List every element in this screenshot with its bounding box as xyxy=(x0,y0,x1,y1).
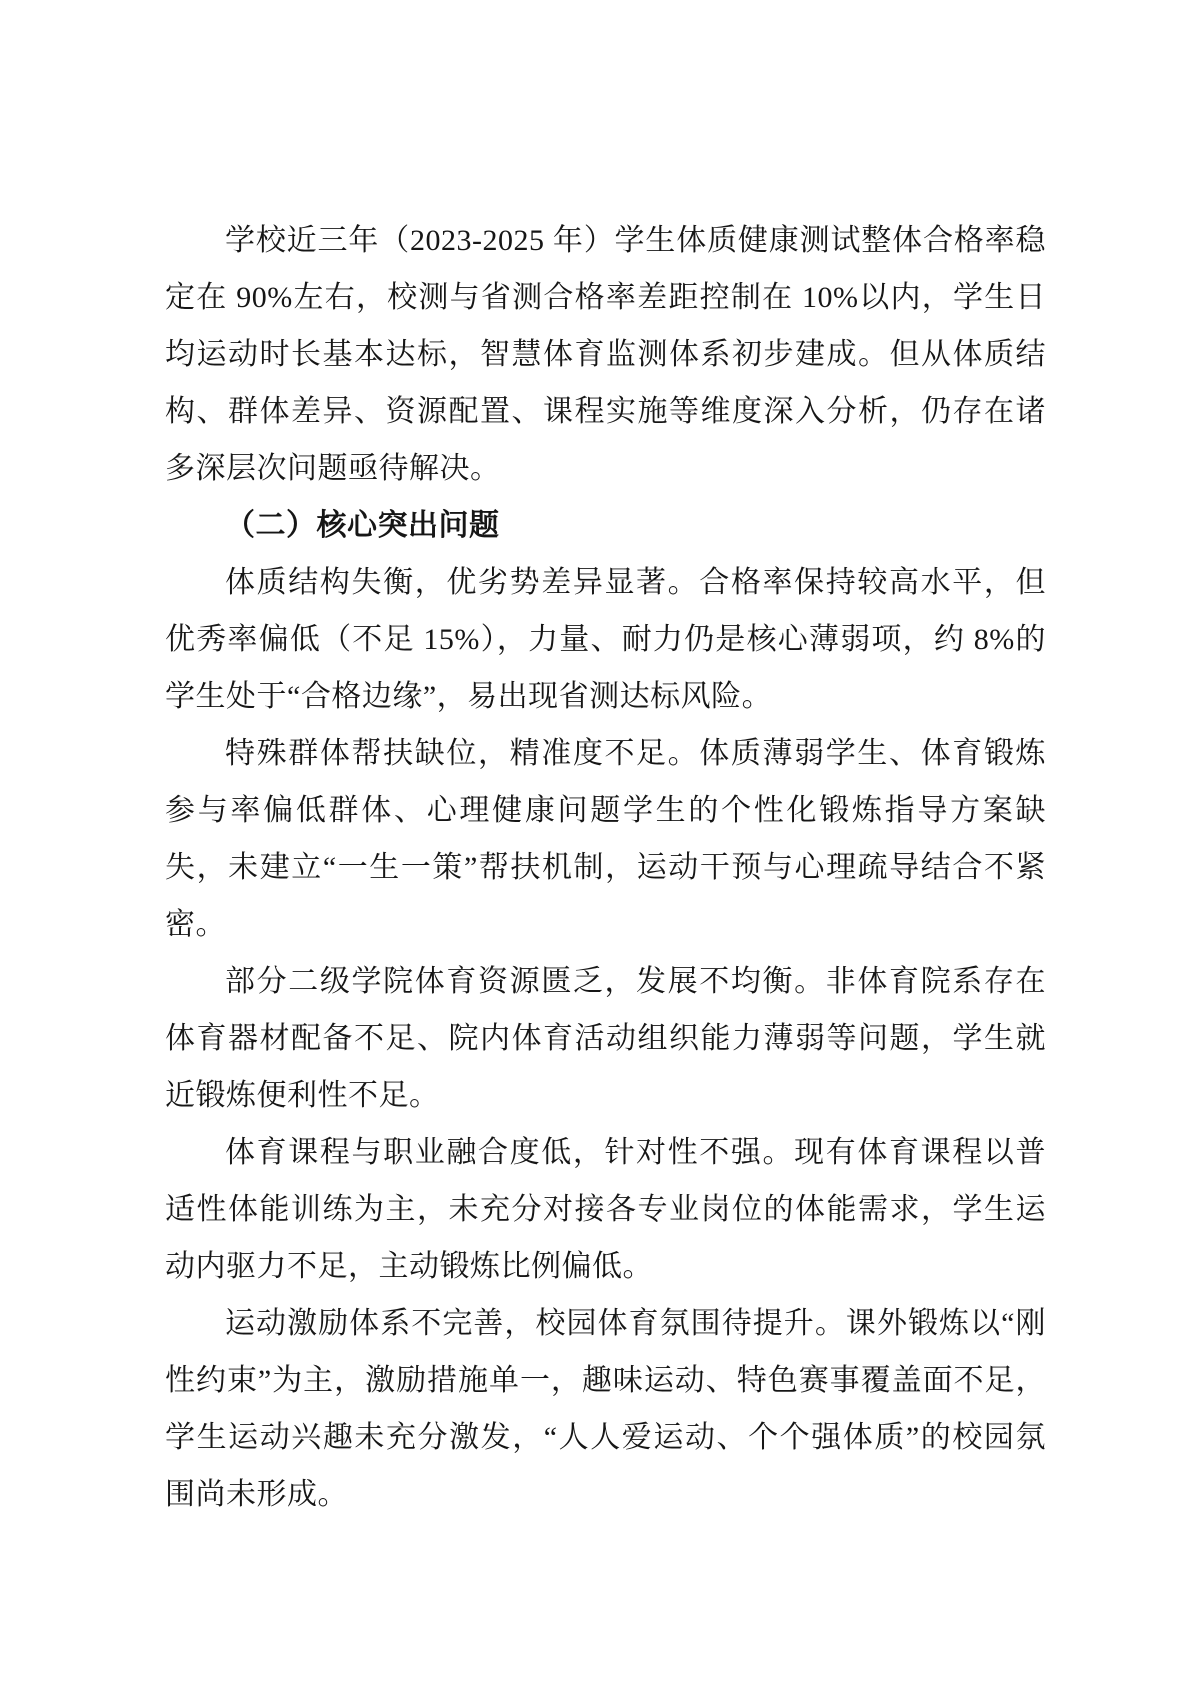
document-text-block xyxy=(165,212,1046,1523)
paragraph-course-career-integration: 体育课程与职业融合度低，针对性不强。现有体育课程以普适性体能训练为主，未充分对接各专业岗位的体能需求，学生运动内驱力不足，主动锻炼比例偏低。 xyxy=(165,1136,1046,1283)
paragraph-special-group-support-gap: 特殊群体帮扶缺位，精准度不足。体质薄弱学生、体育锻炼参与率偏低群体、心理健康问题学生的个性化锻炼指导方案缺失，未建立“一生一策”帮扶机制，运动干预与心理疏导结合不紧密。 xyxy=(165,737,1046,941)
paragraph-college-resource-shortage: 部分二级学院体育资源匮乏，发展不均衡。非体育院系存在体育器材配备不足、院内体育活动组织能力薄弱等问题，学生就近锻炼便利性不足。 xyxy=(165,965,1046,1112)
paragraph-fitness-structure-imbalance: 体质结构失衡，优劣势差异显著。合格率保持较高水平，但优秀率偏低（不足 15%），力量、耐力仍是核心薄弱项，约 8%的学生处于“合格边缘”，易出现省测达标风险。 xyxy=(165,566,1046,713)
paragraph-incentive-system-gap: 运动激励体系不完善，校园体育氛围待提升。课外锻炼以“刚性约束”为主，激励措施单一，趣味运动、特色赛事覆盖面不足，学生运动兴趣未充分激发，“人人爱运动、个个强体质”的校园氛围尚未形成。 xyxy=(165,1307,1046,1511)
intro-paragraph: 学校近三年（2023-2025 年）学生体质健康测试整体合格率稳定在 90%左右，校测与省测合格率差距控制在 10%以内，学生日均运动时长基本达标，智慧体育监测体系初步建成。但从体质结构、群体差异、资源配置、课程实施等维度深入分析，仍存在诸多深层次问题亟待解决。 xyxy=(165,224,1046,485)
section-heading: （二）核心突出问题 xyxy=(225,509,500,542)
